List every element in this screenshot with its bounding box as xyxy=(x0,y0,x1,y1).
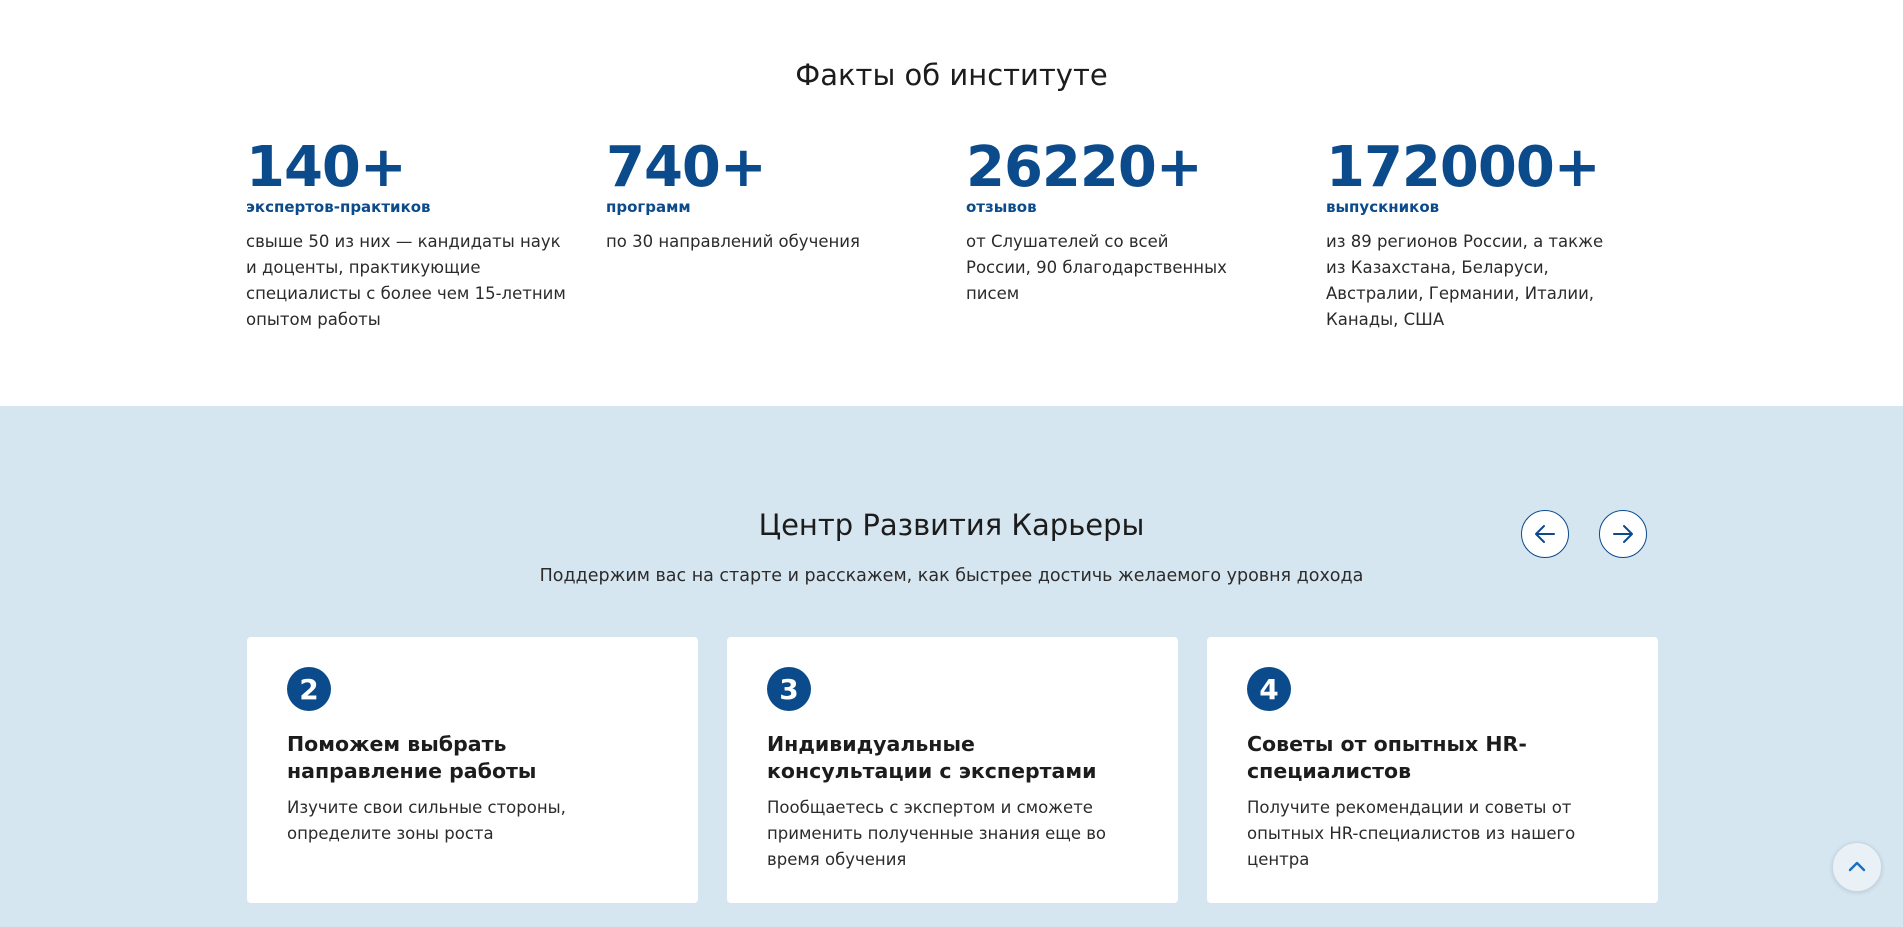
card-title: Советы от опытных HR-специалистов xyxy=(1247,732,1527,783)
fact-number: 740+ xyxy=(606,135,766,200)
card-title: Поможем выбрать направление работы xyxy=(287,732,537,783)
fact-description: из 89 регионов России, а также из Казахстана, Беларуси, Австралии, Германии, Италии, Канады, США xyxy=(1326,232,1604,329)
step-number-badge: 2 xyxy=(287,667,331,711)
career-card xyxy=(247,637,698,903)
career-title: Центр Развития Карьеры xyxy=(758,508,1145,542)
career-card xyxy=(1207,637,1658,903)
card-text: Получите рекомендации и советы от опытных HR-специалистов из нашего центра xyxy=(1247,798,1576,869)
carousel-prev-button[interactable] xyxy=(1521,510,1569,558)
career-subtitle: Поддержим вас на старте и расскажем, как быстрее достичь желаемого уровня дохода xyxy=(539,566,1364,586)
carousel-next-button[interactable] xyxy=(1599,510,1647,558)
fact-item xyxy=(246,135,576,333)
card-text: Пообщаетесь с экспертом и сможете применить полученные знания еще во время обучения xyxy=(767,798,1107,869)
fact-item xyxy=(1326,135,1616,333)
arrow-right-icon xyxy=(1610,521,1636,547)
career-center-section xyxy=(0,406,1903,927)
fact-description: по 30 направлений обучения xyxy=(606,232,860,251)
fact-description: от Слушателей со всей России, 90 благодарственных писем xyxy=(966,232,1227,303)
fact-number: 172000+ xyxy=(1326,135,1600,200)
fact-label: отзывов xyxy=(966,198,1037,216)
fact-number: 26220+ xyxy=(966,135,1202,200)
step-number-badge: 3 xyxy=(767,667,811,711)
fact-label: программ xyxy=(606,198,691,216)
facts-title: Факты об институте xyxy=(795,58,1108,92)
fact-label: выпускников xyxy=(1326,198,1440,216)
fact-item xyxy=(606,135,936,255)
step-number-badge: 4 xyxy=(1247,667,1291,711)
card-title: Индивидуальные консультации с экспертами xyxy=(767,732,1097,783)
facts-section xyxy=(0,0,1903,406)
fact-item xyxy=(966,135,1236,307)
chevron-up-icon xyxy=(1846,856,1868,878)
fact-label: экспертов-практиков xyxy=(246,198,431,216)
arrow-left-icon xyxy=(1532,521,1558,547)
scroll-to-top-button[interactable] xyxy=(1832,842,1882,892)
career-card xyxy=(727,637,1178,903)
card-text: Изучите свои сильные стороны, определите зоны роста xyxy=(287,798,566,843)
fact-number: 140+ xyxy=(246,135,406,200)
fact-description: свыше 50 из них — кандидаты наук и доценты, практикующие специалисты с более чем 15-летним опытом работы xyxy=(246,232,566,329)
